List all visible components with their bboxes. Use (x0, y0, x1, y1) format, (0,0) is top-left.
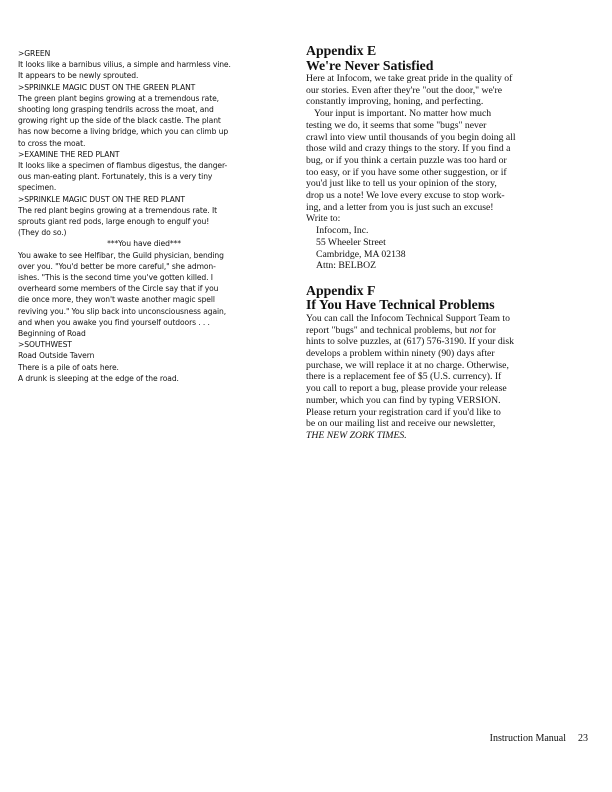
paragraph-line: constantly improving, honing, and perfecting. (306, 96, 484, 108)
paragraph-line: you call to report a bug, please provide your release (306, 383, 507, 395)
appendix-e-title: We're Never Satisfied (306, 57, 434, 73)
command-line: >GREEN (18, 49, 51, 58)
command-line: >SPRINKLE MAGIC DUST ON THE GREEN PLANT (18, 82, 196, 92)
paragraph-line: drop us a note! We love every excuse to stop work- (306, 190, 505, 202)
transcript-column (18, 48, 290, 384)
address-line: Cambridge, MA 02138 (316, 248, 406, 260)
page-number: 23 (578, 733, 588, 744)
transcript-line: It looks like a specimen of flambus digestus, the danger- (18, 161, 228, 171)
transcript-line: The green plant begins growing at a tremendous rate, (18, 93, 219, 103)
paragraph-line: number, which you can find by typing VERSION. (306, 394, 501, 406)
appendix-f-heading (306, 284, 596, 313)
transcript-line: It appears to be newly sprouted. (18, 71, 139, 81)
appendix-e-paragraph-1 (306, 73, 596, 108)
transcript-line: has now become a living bridge, which you can climb up (18, 127, 229, 137)
paragraph-line: Here at Infocom, we take great pride in the quality of (306, 73, 513, 84)
paragraph-line: those wild and crazy things to the story. If you find a (306, 143, 511, 155)
appendix-e-heading (306, 44, 596, 73)
paragraph-line: Your input is important. No matter how much (314, 108, 492, 120)
appendix-e-label: Appendix E (306, 43, 377, 58)
appendix-e-section (306, 44, 596, 272)
appendix-f-title: If You Have Technical Problems (306, 297, 495, 313)
address-line: Infocom, Inc. (316, 225, 369, 237)
address-line: Attn: BELBOZ (316, 260, 377, 272)
transcript-line: Beginning of Road (18, 329, 86, 339)
transcript-line: ishes. "This is the second time you've gotten killed. I (18, 273, 213, 283)
paragraph-line: too easy, or if you have some other suggestion, or if (306, 166, 507, 178)
transcript-line: ous man-eating plant. Fortunately, this is a very tiny (18, 172, 213, 182)
appendix-e-paragraph-2 (306, 108, 596, 225)
transcript-line: overheard some members of the Circle say that if you (18, 284, 219, 294)
paragraph-line: develops a problem within ninety (90) days after (306, 348, 495, 360)
paragraph-line: Write to: (306, 213, 341, 225)
paragraph-line: our stories. Even after they're "out the door," we're (306, 84, 503, 96)
appendix-f-section (306, 284, 596, 442)
transcript-line: The red plant begins growing at a tremendous rate. It (18, 205, 217, 215)
command-line: >SOUTHWEST (18, 340, 72, 350)
paragraph-line: ing, and a letter from you is just such an excuse! (306, 201, 494, 213)
appendix-f-paragraph (306, 313, 596, 430)
paragraph-line: You can call the Infocom Technical Support Team to (306, 312, 510, 324)
transcript-line: It looks like a barnibus vilius, a simple and harmless vine. (18, 60, 231, 70)
paragraph-line: purchase, we will replace it at no charge. Otherwise, (306, 359, 509, 371)
transcript-line: growing right up the side of the black castle. The plant (18, 116, 221, 126)
paragraph-line: Please return your registration card if you'd like to (306, 406, 501, 418)
paragraph-line: be on our mailing list and receive our newsletter, (306, 418, 496, 430)
paragraph-line: you'd just like to tell us your opinion of the story, (306, 178, 497, 190)
transcript-line: sprouts giant red pods, large enough to engulf you! (18, 217, 210, 227)
transcript-line: specimen. (18, 183, 57, 193)
paragraph-line: hints to solve puzzles, at (617) 576-3190. If your disk (306, 336, 514, 348)
paragraph-line: testing we do, it seems that some "bugs" never (306, 119, 487, 131)
appendix-f-label: Appendix F (306, 282, 376, 298)
death-notice: ***You have died*** (107, 239, 181, 249)
newsletter-name: THE NEW ZORK TIMES. (306, 429, 407, 441)
transcript-line: to cross the moat. (18, 138, 86, 148)
transcript-line: and when you awake you find yourself outdoors . . . (18, 317, 210, 327)
page-footer (490, 733, 588, 745)
transcript-line: You awake to see Helfibar, the Guild physician, bending (18, 250, 224, 260)
address-line: 55 Wheeler Street (316, 236, 386, 248)
paragraph-line: crawl into view until thousands of you begin doing all (306, 131, 516, 143)
paragraph-line: bug, or if you think a certain puzzle was too hard or (306, 154, 507, 166)
transcript-line: over you. "You'd better be more careful," she admon- (18, 261, 216, 271)
footer-label: Instruction Manual (489, 733, 566, 744)
transcript-line: A drunk is sleeping at the edge of the road. (18, 373, 179, 383)
appendix-column (306, 44, 596, 442)
transcript-line: shooting long grasping tendrils across the moat, and (18, 105, 214, 115)
paragraph-line: report "bugs" and technical problems, but not for (306, 324, 496, 336)
command-line: >EXAMINE THE RED PLANT (18, 149, 120, 159)
emphasis-not: not (469, 324, 483, 336)
transcript-line: There is a pile of oats here. (18, 362, 119, 372)
mailing-address (306, 225, 596, 272)
paragraph-line: there is a replacement fee of $5 (U.S. currency). If (306, 371, 502, 383)
transcript-line: (They do so.) (18, 228, 67, 238)
transcript-line: die once more, they won't waste another magic spell (18, 295, 215, 305)
command-line: >SPRINKLE MAGIC DUST ON THE RED PLANT (18, 194, 185, 204)
transcript-line: Road Outside Tavern (18, 351, 95, 361)
transcript-line: reviving you." You slip back into unconsciousness again, (18, 306, 227, 316)
